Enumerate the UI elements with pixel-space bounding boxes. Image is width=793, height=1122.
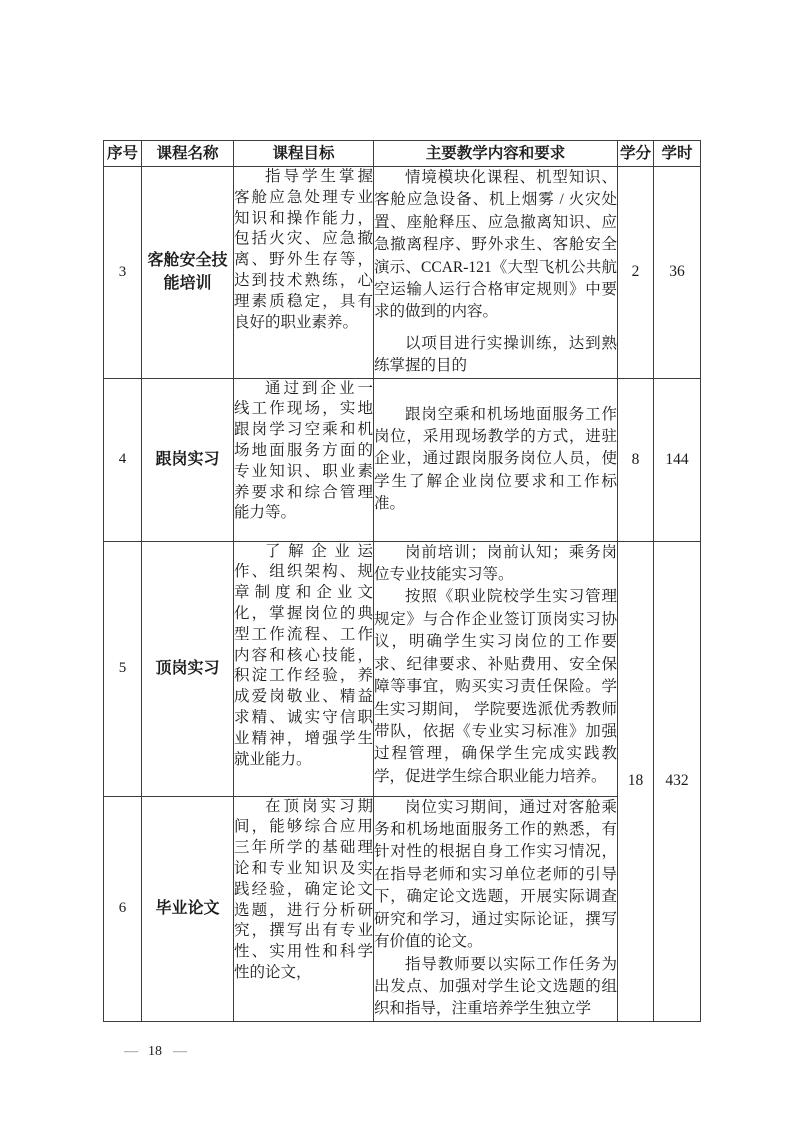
objective-paragraph: 通过到企业一线工作现场，实地跟岗学习空乘和机场地面服务方面的专业知识、职业素养要求和综合管理能力等。 xyxy=(234,379,373,522)
footer-right-dash: — xyxy=(173,1044,186,1059)
row-number-cell: 5 xyxy=(104,541,142,796)
page-number: 18 xyxy=(148,1044,162,1059)
content-paragraph: 情境模块化课程、机型知识、客舱应急设备、机上烟雾 / 火灾处置、座舱释压、应急撤离知识、应急撤离程序、野外求生、客舱安全演示、CCAR-121《大型飞机公共航空运输人运行合格审定规则》中要求的做到的内容。 xyxy=(374,169,617,321)
objective-paragraph: 指导学生掌握客舱应急处理专业知识和操作能力，包括火灾、应急撤离、野外生存等，达到技术熟练，心理素质稳定，具有良好的职业素养。 xyxy=(234,168,373,331)
content-paragraph: 跟岗空乘和机场地面服务工作岗位，采用现场教学的方式，进驻企业，通过跟岗服务岗位人员，使学生了解企业岗位要求和工作标准。 xyxy=(374,405,617,513)
teaching-content-cell xyxy=(374,167,618,379)
table-row xyxy=(104,796,701,1021)
page-footer xyxy=(124,1044,186,1060)
column-header-content: 主要教学内容和要求 xyxy=(374,141,618,167)
credits-cell: 8 xyxy=(618,378,654,541)
column-header-number: 序号 xyxy=(104,141,142,167)
hours-cell-merged: 432 xyxy=(654,541,701,1021)
credits-cell-merged: 18 xyxy=(618,541,654,1021)
content-paragraph: 岗前培训；岗前认知；乘务岗位专业技能实习等。 xyxy=(374,543,617,584)
footer-left-dash: — xyxy=(124,1044,137,1059)
content-paragraph: 指导教师要以实际工作任务为出发点、加强对学生论文选题的组织和指导，注重培养学生独立学 xyxy=(374,955,617,1018)
objective-paragraph: 了解企业运作、组织架构、规章制度和企业文化，掌握岗位的典型工作流程、工作内容和核心技能，积淀工作经验，养成爱岗敬业、精益求精、诚实守信职业精神，增强学生就业能力。 xyxy=(234,542,373,768)
hours-cell: 36 xyxy=(654,167,701,379)
course-objective-cell xyxy=(234,541,374,796)
column-header-objective: 课程目标 xyxy=(234,141,374,167)
course-objective-cell xyxy=(234,167,374,379)
course-name-cell: 顶岗实习 xyxy=(142,541,234,796)
row-number-cell: 3 xyxy=(104,167,142,379)
table-row xyxy=(104,378,701,541)
curriculum-table xyxy=(103,140,701,1022)
content-paragraph: 岗位实习期间，通过对客舱乘务和机场地面服务工作的熟悉，有针对性的根据自身工作实习情况，在指导老师和实习单位老师的引导下，确定论文选题，开展实际调查研究和学习，通过实际论证，撰写有价值的论文。 xyxy=(374,798,617,951)
objective-paragraph: 在顶岗实习期间，能够综合应用三年所学的基础理论和专业知识及实践经验，确定论文选题，进行分析研究，撰写出有专业性、实用性和科学性的论文， xyxy=(234,797,373,982)
table-row xyxy=(104,167,701,379)
course-objective-cell xyxy=(234,796,374,1021)
course-name-cell: 客舱安全技能培训 xyxy=(142,167,234,379)
content-paragraph: 以项目进行实操训练，达到熟练掌握的目的 xyxy=(374,334,617,375)
content-paragraph: 按照《职业院校学生实习管理规定》与合作企业签订顶岗实习协议，明确学生实习岗位的工作要求、纪律要求、补贴费用、安全保障等事宜，购买实习责任保险。学生实习期间， 学院要选派优秀教师带队，依据《专业实习标准》加强过程管理，确保学生完成实践教学，促进学生综合职业能力培养。 xyxy=(374,588,617,785)
table-row xyxy=(104,541,701,796)
curriculum-table-container xyxy=(103,140,700,1022)
teaching-content-cell xyxy=(374,378,618,541)
column-header-hours: 学时 xyxy=(654,141,701,167)
teaching-content-cell xyxy=(374,541,618,796)
column-header-course-name: 课程名称 xyxy=(142,141,234,167)
table-header-row xyxy=(104,141,701,167)
hours-cell: 144 xyxy=(654,378,701,541)
course-name-cell: 跟岗实习 xyxy=(142,378,234,541)
course-objective-cell xyxy=(234,378,374,541)
credits-cell: 2 xyxy=(618,167,654,379)
column-header-credits: 学分 xyxy=(618,141,654,167)
row-number-cell: 4 xyxy=(104,378,142,541)
row-number-cell: 6 xyxy=(104,796,142,1021)
teaching-content-cell xyxy=(374,796,618,1021)
course-name-cell: 毕业论文 xyxy=(142,796,234,1021)
